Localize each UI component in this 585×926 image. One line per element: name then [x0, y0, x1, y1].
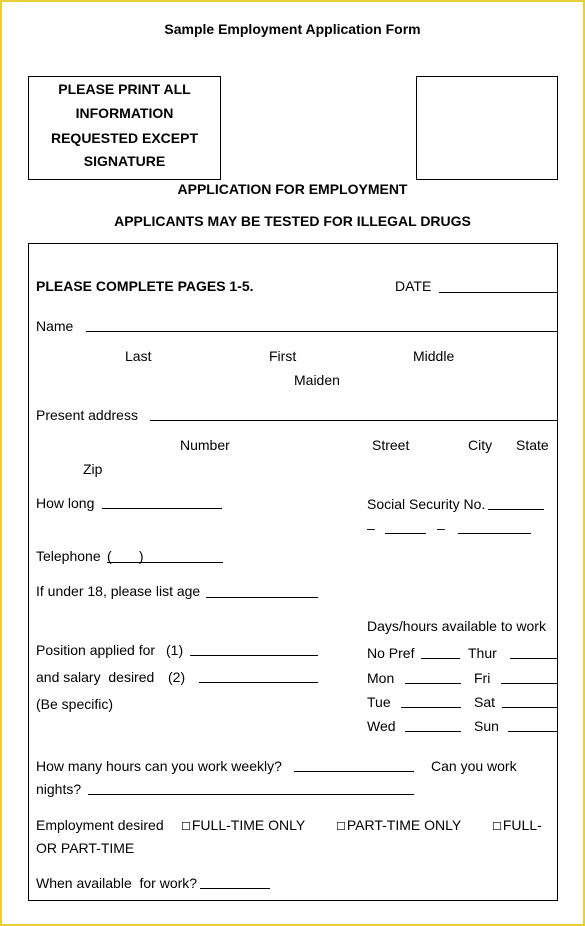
telephone-label: Telephone: [36, 548, 101, 564]
position-number-1: (1): [166, 642, 184, 658]
day-field-sun[interactable]: [508, 731, 558, 732]
age-field[interactable]: [206, 597, 318, 598]
name-middle-caption: Middle: [413, 348, 455, 364]
how-long-field[interactable]: [102, 508, 222, 509]
option-part-time-only-label: PART-TIME ONLY: [346, 817, 462, 833]
ssn-label: Social Security No.: [367, 496, 486, 512]
position-field-2[interactable]: [199, 682, 318, 683]
application-heading: APPLICATION FOR EMPLOYMENT: [177, 181, 408, 197]
print-notice-box: [28, 76, 221, 180]
day-label-sun: Sun: [474, 718, 499, 734]
name-last-caption: Last: [125, 348, 152, 364]
when-available-label: When available for work?: [36, 875, 198, 891]
checkbox-icon[interactable]: ☐: [336, 820, 346, 833]
hours-weekly-label: How many hours can you work weekly?: [36, 758, 282, 774]
option-full-or-part-time[interactable]: [492, 817, 542, 835]
application-fields-box: [28, 243, 558, 901]
option-full-or-part-time-continued: OR PART-TIME: [36, 840, 135, 856]
ssn-field-part-1[interactable]: [488, 509, 544, 510]
name-first-caption: First: [269, 348, 297, 364]
option-full-or-part-time-label: FULL-: [502, 817, 542, 833]
be-specific-note: (Be specific): [36, 696, 114, 712]
address-zip-caption: Zip: [83, 461, 103, 477]
work-nights-label: Can you work: [431, 758, 517, 774]
address-field[interactable]: [150, 420, 558, 421]
complete-pages-note: PLEASE COMPLETE PAGES 1-5.: [36, 278, 254, 294]
day-label-thur: Thur: [468, 645, 497, 661]
days-hours-heading: Days/hours available to work: [367, 618, 546, 634]
day-field-no-pref[interactable]: [421, 658, 460, 659]
date-field[interactable]: [439, 292, 558, 293]
position-applied-label: Position applied for: [36, 642, 156, 658]
when-available-field[interactable]: [200, 888, 270, 889]
hours-weekly-field[interactable]: [294, 771, 414, 772]
ssn-dash-1: –: [367, 520, 375, 536]
how-long-label: How long: [36, 495, 95, 511]
print-notice-line-1: PLEASE PRINT ALL: [58, 81, 191, 97]
day-field-sat[interactable]: [502, 707, 558, 708]
position-field-1[interactable]: [190, 655, 318, 656]
day-field-thur[interactable]: [510, 658, 558, 659]
checkbox-icon[interactable]: ☐: [492, 820, 502, 833]
day-label-sat: Sat: [474, 694, 496, 710]
address-state-caption: State: [516, 437, 549, 453]
address-street-caption: Street: [372, 437, 410, 453]
work-nights-label-continued: nights?: [36, 781, 82, 797]
address-city-caption: City: [468, 437, 493, 453]
telephone-field[interactable]: [107, 562, 223, 563]
day-label-tue: Tue: [367, 694, 391, 710]
print-notice-line-2: INFORMATION: [75, 105, 174, 121]
ssn-field-part-3[interactable]: [458, 533, 531, 534]
under-18-label: If under 18, please list age: [36, 583, 201, 599]
day-label-fri: Fri: [474, 670, 491, 686]
employment-desired-label: Employment desired: [36, 817, 164, 833]
address-label: Present address: [36, 407, 138, 423]
option-full-time-only[interactable]: [181, 817, 305, 835]
day-label-no-pref: No Pref: [367, 645, 415, 661]
name-maiden-caption: Maiden: [294, 372, 340, 388]
day-label-mon: Mon: [367, 670, 395, 686]
date-label: DATE: [395, 278, 432, 294]
print-notice-line-4: SIGNATURE: [83, 153, 166, 169]
option-full-time-only-label: FULL-TIME ONLY: [191, 817, 306, 833]
ssn-dash-2: –: [437, 520, 445, 536]
work-nights-field[interactable]: [88, 794, 414, 795]
telephone-area-code[interactable]: ( ): [107, 548, 144, 564]
option-part-time-only[interactable]: [336, 817, 461, 835]
checkbox-icon[interactable]: ☐: [181, 820, 191, 833]
salary-desired-label: and salary desired: [36, 669, 155, 685]
name-field[interactable]: [86, 331, 558, 332]
name-label: Name: [36, 318, 74, 334]
form-title: Sample Employment Application Form: [164, 21, 421, 37]
day-field-wed[interactable]: [405, 731, 461, 732]
day-field-mon[interactable]: [405, 683, 461, 684]
position-number-2: (2): [168, 669, 186, 685]
ssn-field-part-2[interactable]: [385, 533, 426, 534]
drug-test-notice: APPLICANTS MAY BE TESTED FOR ILLEGAL DRUGS: [114, 213, 471, 229]
day-field-fri[interactable]: [501, 683, 558, 684]
day-field-tue[interactable]: [401, 707, 461, 708]
photo-box[interactable]: [416, 76, 558, 180]
address-number-caption: Number: [180, 437, 230, 453]
day-label-wed: Wed: [367, 718, 396, 734]
print-notice-line-3: REQUESTED EXCEPT: [50, 130, 199, 146]
